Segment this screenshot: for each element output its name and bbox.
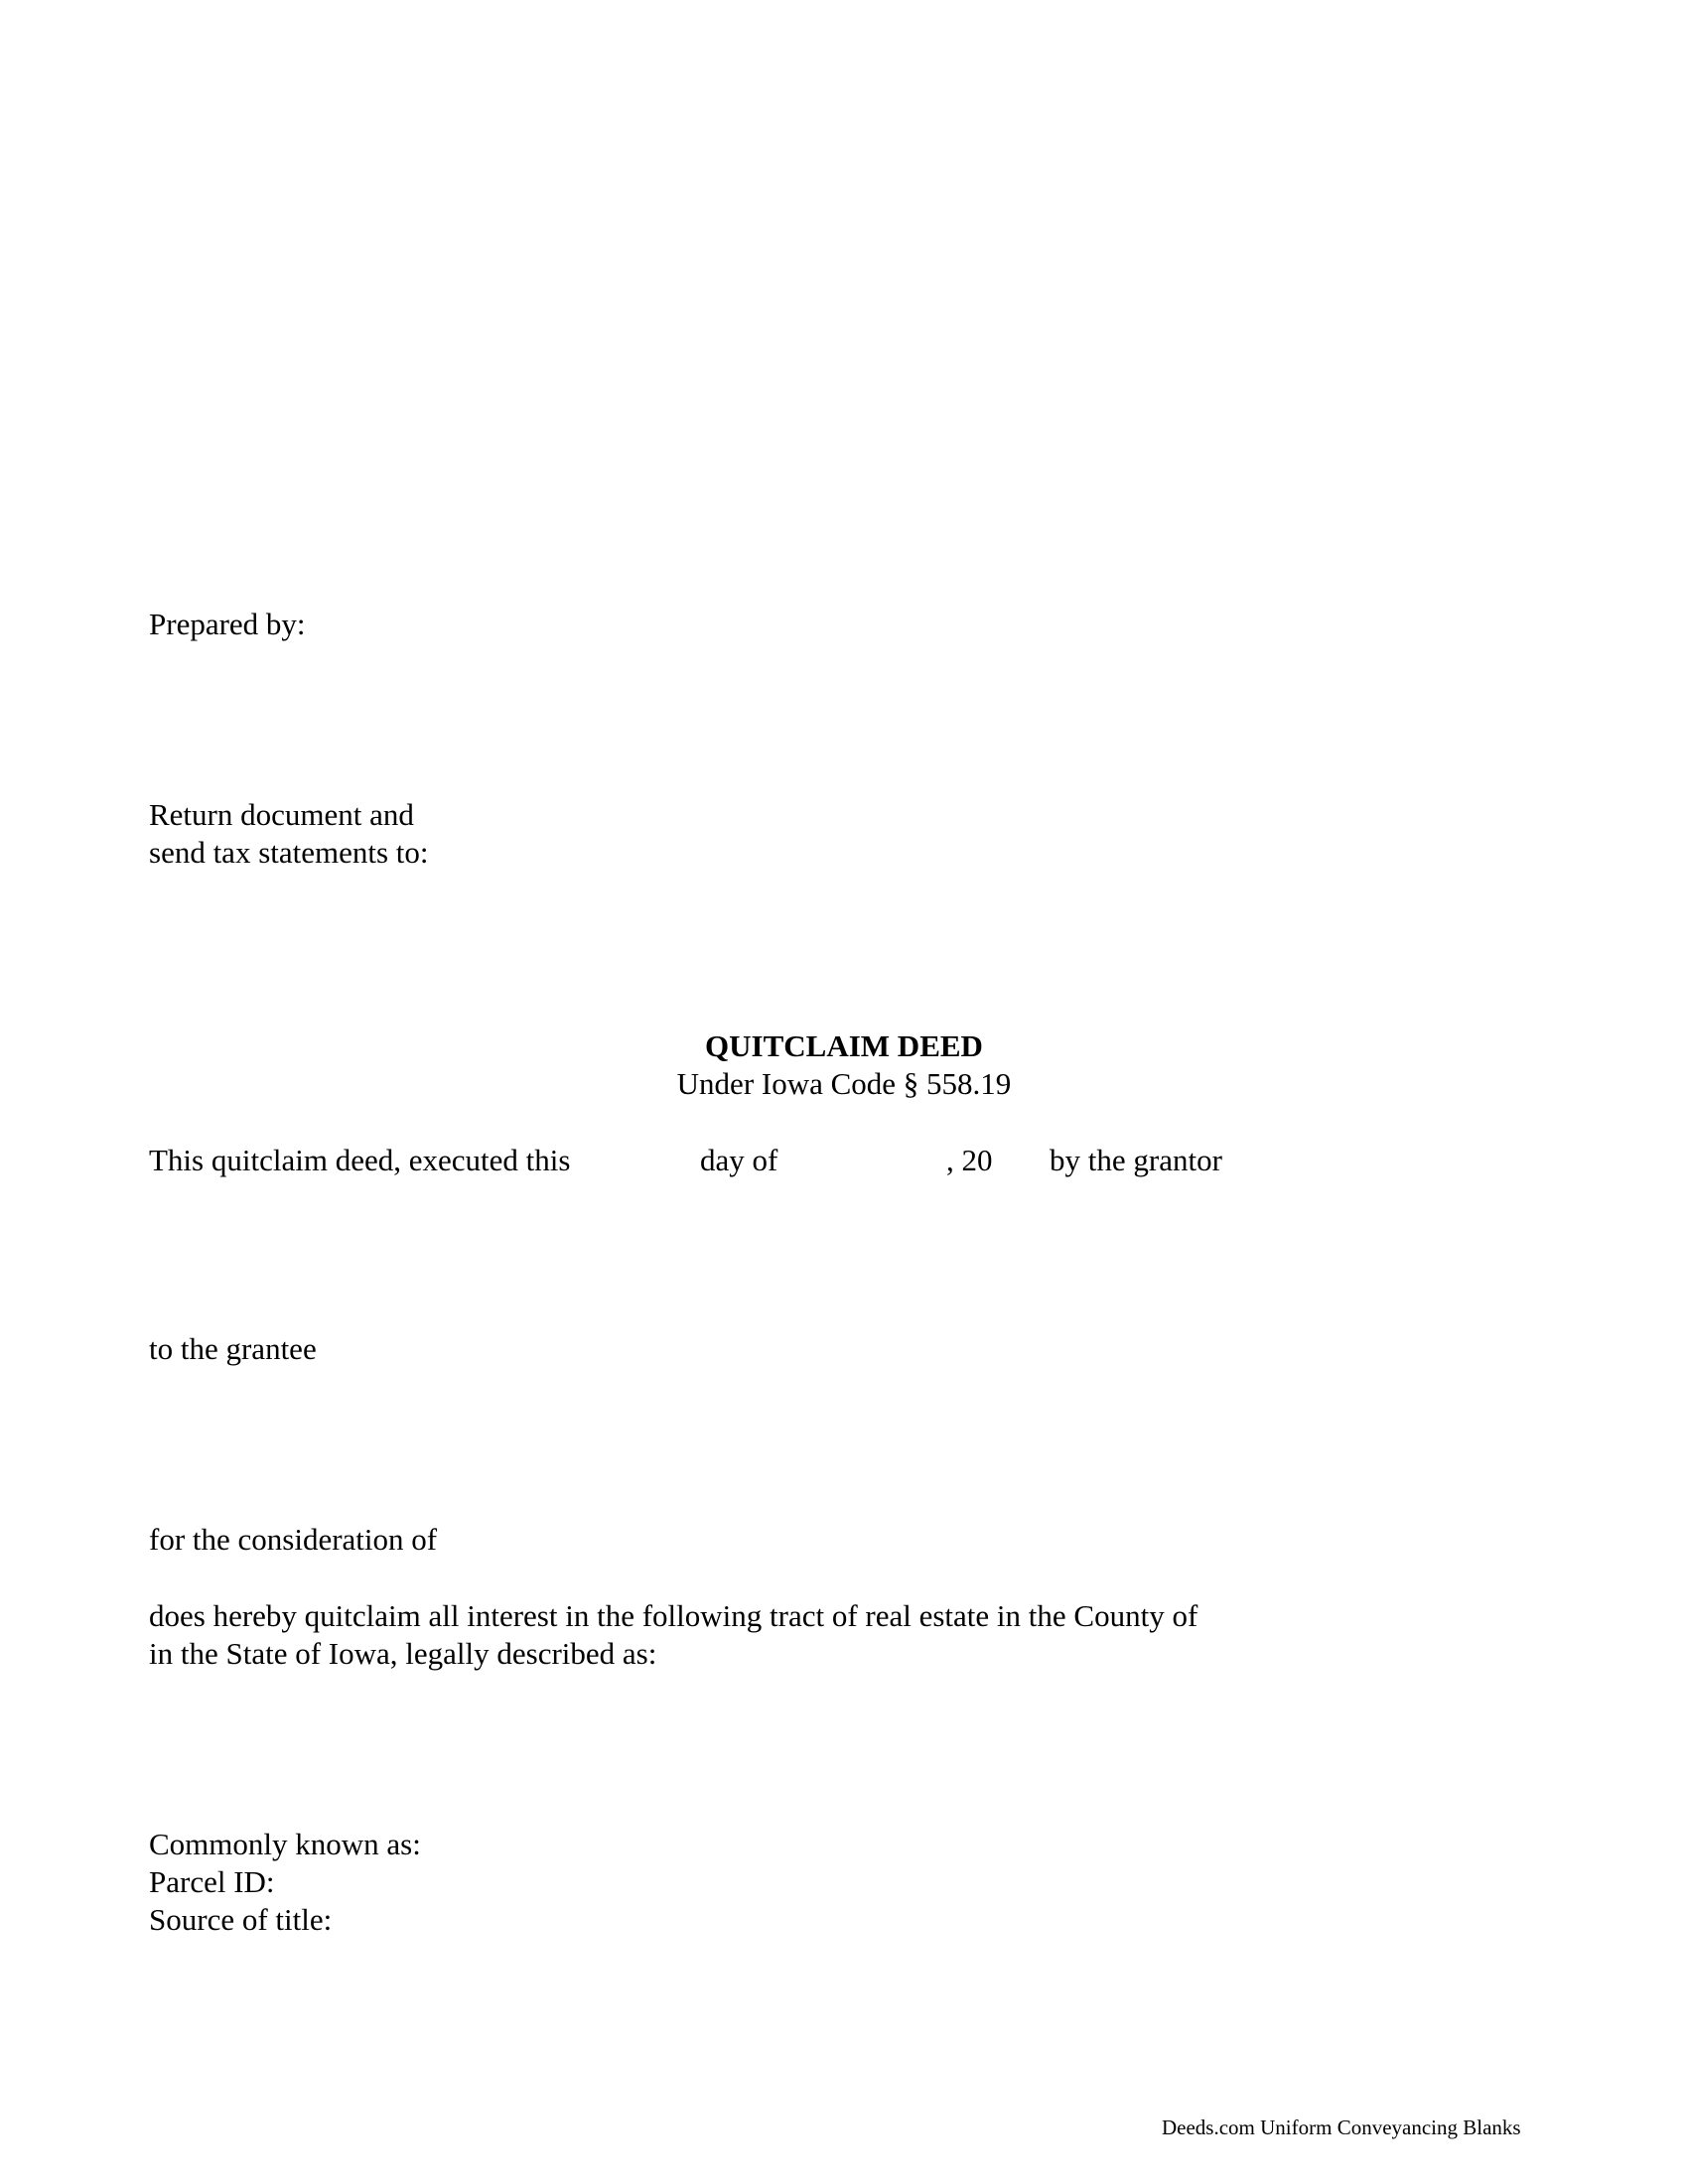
grantee-label: to the grantee [149, 1331, 317, 1366]
quitclaim-text-line2: in the State of Iowa, legally described as: [149, 1636, 657, 1671]
document-title: QUITCLAIM DEED [705, 1028, 983, 1063]
execution-day-of: day of [700, 1143, 778, 1177]
execution-year: , 20 [946, 1143, 993, 1177]
execution-text: This quitclaim deed, executed this [149, 1143, 571, 1177]
footer-text: Deeds.com Uniform Conveyancing Blanks [1162, 2116, 1521, 2139]
commonly-known-label: Commonly known as: [149, 1827, 421, 1861]
execution-by-grantor: by the grantor [1050, 1143, 1222, 1177]
return-document-label-line2: send tax statements to: [149, 835, 429, 870]
source-of-title-label: Source of title: [149, 1902, 333, 1937]
quitclaim-text-line1: does hereby quitclaim all interest in the following tract of real estate in the County of [149, 1598, 1198, 1633]
document-subtitle: Under Iowa Code § 558.19 [676, 1066, 1012, 1101]
return-document-label-line1: Return document and [149, 797, 414, 832]
prepared-by-label: Prepared by: [149, 607, 306, 641]
parcel-id-label: Parcel ID: [149, 1864, 275, 1899]
consideration-label: for the consideration of [149, 1522, 438, 1557]
